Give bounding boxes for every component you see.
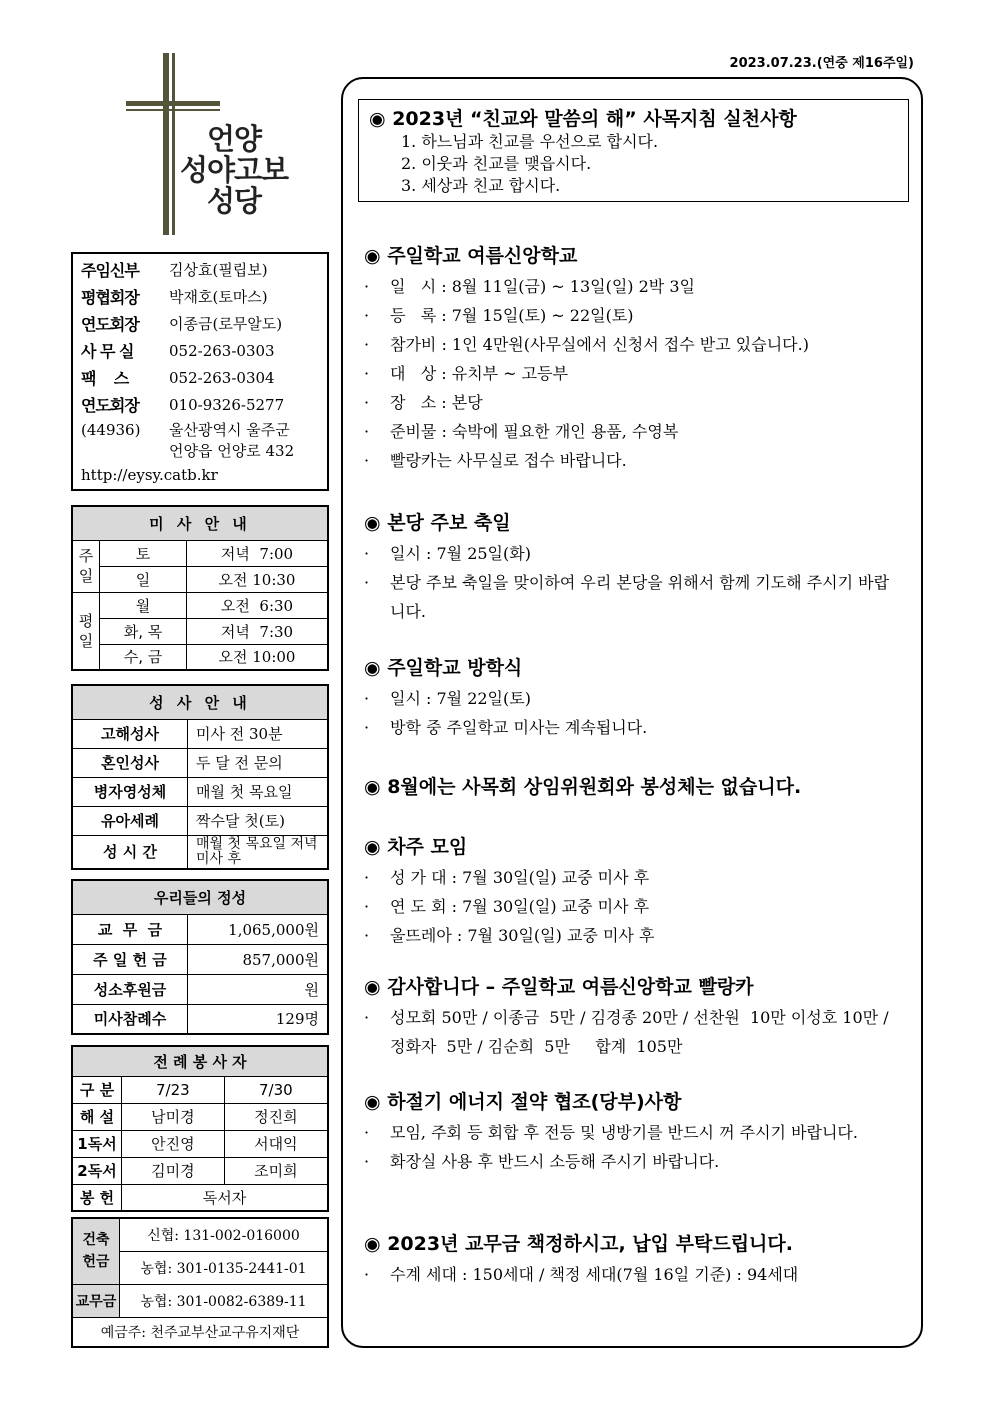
mass-day: 화, 목 <box>100 618 187 644</box>
server-role: 해 설 <box>72 1103 122 1130</box>
address <box>81 420 319 462</box>
parish-info-box <box>71 252 329 491</box>
offering-value: 원 <box>188 974 329 1004</box>
offering-name: 주 일 헌 금 <box>72 944 188 974</box>
sacrament-table <box>71 684 329 870</box>
cross-logo-icon-inner <box>172 53 175 235</box>
mass-day: 월 <box>100 592 187 618</box>
notice-vacation <box>364 653 904 742</box>
notice-title: ◉ 차주 모임 <box>364 836 468 858</box>
notice-item: · 일시 : 7월 25일(화) <box>364 544 531 563</box>
table-title: 우리들의 정성 <box>72 880 328 914</box>
server-name: 독서자 <box>122 1184 329 1211</box>
notice-item: · 등 록 : 7월 15일(토) ~ 22일(토) <box>364 306 634 325</box>
offering-value: 129명 <box>188 1004 329 1034</box>
notice-item: · 대 상 : 유치부 ~ 고등부 <box>364 364 569 383</box>
account-number: 농협: 301-0082-6389-11 <box>120 1284 329 1317</box>
server-name: 안진영 <box>122 1130 225 1157</box>
offering-name: 미사참례수 <box>72 1004 188 1034</box>
account-number: 신협: 131-002-016000 <box>120 1218 329 1251</box>
notice-title: ◉ 주일학교 방학식 <box>364 657 523 679</box>
notice-august <box>364 772 904 803</box>
sacrament-value: 매월 첫 목요일 저녁미사 후 <box>188 835 329 869</box>
address-line: 울산광역시 울주군 <box>169 421 290 439</box>
weekday-label: 평 일 <box>72 592 100 670</box>
notice-energy-saving <box>364 1087 904 1176</box>
notice-item: · 준비물 : 숙박에 필요한 개인 용품, 수영복 <box>364 422 679 441</box>
servers-header: 구 분 <box>72 1076 122 1103</box>
sacrament-name: 성 시 간 <box>72 835 188 869</box>
liturgy-servers-table <box>71 1045 329 1212</box>
address-line: 언양읍 언양로 432 <box>169 442 295 460</box>
sacrament-value: 미사 전 30분 <box>188 719 329 748</box>
motto-title: ◉ 2023년 “친교와 말씀의 해” 사목지침 실천사항 <box>369 108 797 130</box>
sacrament-name: 유아세례 <box>72 806 188 835</box>
motto-line: 1. 하느님과 친교를 우선으로 합시다. <box>401 132 659 151</box>
motto-line: 3. 세상과 친교 합시다. <box>401 176 561 195</box>
website-link[interactable]: http://eysy.catb.kr <box>81 466 218 484</box>
server-role: 1독서 <box>72 1130 122 1157</box>
notice-item: · 빨랑카는 사무실로 접수 바랍니다. <box>364 451 627 470</box>
mass-time: 오전 6:30 <box>187 592 329 618</box>
server-role: 봉 헌 <box>72 1184 122 1211</box>
offering-table <box>71 879 329 1035</box>
notice-item: · 연 도 회 : 7월 30일(일) 교중 미사 후 <box>364 897 650 916</box>
logo-line: 언양 <box>207 122 262 156</box>
notice-title: ◉ 감사합니다 – 주일학교 여름신앙학교 빨랑카 <box>364 976 754 998</box>
table-title: 전 례 봉 사 자 <box>72 1046 328 1076</box>
mass-day: 수, 금 <box>100 644 187 670</box>
notice-title: ◉ 8월에는 사목회 상임위원회와 봉성체는 없습니다. <box>364 776 802 798</box>
mass-time: 저녁 7:30 <box>187 618 329 644</box>
logo-line: 성당 <box>207 184 262 218</box>
motto-line: 2. 이웃과 친교를 맺읍시다. <box>401 154 592 173</box>
info-row: 연도회장 010-9326-5277 <box>81 395 285 415</box>
notice-item: · 장 소 : 본당 <box>364 393 483 412</box>
sacrament-value: 매월 첫 목요일 <box>188 777 329 806</box>
table-title: 미 사 안 내 <box>72 506 328 540</box>
notice-item: · 참가비 : 1인 4만원(사무실에서 신청서 접수 받고 있습니다.) <box>364 335 809 354</box>
tithe-label: 교무금 <box>72 1284 120 1317</box>
notice-item: · 방학 중 주일학교 미사는 계속됩니다. <box>364 718 648 737</box>
server-name: 김미경 <box>122 1157 225 1184</box>
offering-name: 성소후원금 <box>72 974 188 1004</box>
server-name: 남미경 <box>122 1103 225 1130</box>
notice-item: · 모임, 주회 등 회합 후 전등 및 냉방기를 반드시 꺼 주시기 바랍니다. <box>364 1123 858 1142</box>
mass-schedule-table <box>71 505 329 671</box>
sacrament-name: 고해성사 <box>72 719 188 748</box>
notice-item: · 울뜨레아 : 7월 30일(일) 교중 미사 후 <box>364 926 655 945</box>
sacrament-value: 짝수달 첫(토) <box>188 806 329 835</box>
info-row: 팩 스 052-263-0304 <box>81 368 275 388</box>
notice-patron-feast <box>364 508 904 626</box>
pastoral-motto-box <box>358 99 909 202</box>
cross-logo-icon <box>163 53 169 235</box>
mass-day: 일 <box>100 566 187 592</box>
cross-logo-bar-inner <box>126 109 220 111</box>
notice-title: ◉ 2023년 교무금 책정하시고, 납입 부탁드립니다. <box>364 1233 793 1255</box>
sacrament-name: 혼인성사 <box>72 748 188 777</box>
offering-value: 857,000원 <box>188 944 329 974</box>
notice-next-meetings <box>364 832 904 950</box>
notice-title: ◉ 주일학교 여름신앙학교 <box>364 245 578 267</box>
notice-item: · 성 가 대 : 7월 30일(일) 교중 미사 후 <box>364 868 650 887</box>
server-role: 2독서 <box>72 1157 122 1184</box>
mass-time: 오전 10:00 <box>187 644 329 670</box>
servers-header: 7/23 <box>122 1076 225 1103</box>
info-row: 주임신부 김상효(필립보) <box>81 261 268 280</box>
offering-value: 1,065,000원 <box>188 914 329 944</box>
servers-header: 7/30 <box>224 1076 328 1103</box>
bulletin-date: 2023.07.23.(연중 제16주일) <box>729 56 914 71</box>
server-name: 정진희 <box>224 1103 328 1130</box>
cross-logo-bar <box>126 101 220 106</box>
server-name: 서대익 <box>224 1130 328 1157</box>
account-number: 농협: 301-0135-2441-01 <box>120 1251 329 1284</box>
notice-item: · 성모회 50만 / 이종금 5만 / 김경종 20만 / 선찬원 10만 이성호 10만 / 정화자 5만 / 김순희 5만 합계 105만 <box>364 1008 894 1056</box>
sacrament-value: 두 달 전 문의 <box>188 748 329 777</box>
logo-line: 성야고보 <box>180 153 289 187</box>
mass-time: 저녁 7:00 <box>187 540 329 566</box>
building-fund-label: 건축 헌금 <box>72 1218 120 1284</box>
notice-tithe <box>364 1229 904 1289</box>
notice-item: · 일시 : 7월 22일(토) <box>364 689 531 708</box>
account-holder: 예금주: 천주교부산교구유지재단 <box>72 1317 328 1347</box>
parish-logo-text <box>180 124 288 217</box>
info-row: 사 무 실 052-263-0303 <box>81 341 275 361</box>
sunday-label: 주 일 <box>72 540 100 592</box>
notice-item: · 일 시 : 8월 11일(금) ~ 13일(일) 2박 3일 <box>364 277 695 296</box>
bank-accounts-table <box>71 1217 329 1348</box>
notice-item: · 화장실 사용 후 반드시 소등해 주시기 바랍니다. <box>364 1152 720 1171</box>
info-row: 평협회장 박재호(토마스) <box>81 288 268 307</box>
table-title: 성 사 안 내 <box>72 685 328 719</box>
notice-thanks <box>364 972 904 1061</box>
notice-title: ◉ 본당 주보 축일 <box>364 512 511 534</box>
mass-day: 토 <box>100 540 187 566</box>
notice-title: ◉ 하절기 에너지 절약 협조(당부)사항 <box>364 1091 682 1113</box>
server-name: 조미희 <box>224 1157 328 1184</box>
notice-item: · 본당 주보 축일을 맞이하여 우리 본당을 위해서 함께 기도해 주시기 바랍니다. <box>364 573 890 621</box>
offering-name: 교 무 금 <box>72 914 188 944</box>
zip-code: (44936) <box>81 421 141 439</box>
sacrament-name: 병자영성체 <box>72 777 188 806</box>
info-row: 연도회장 이종금(로무알도) <box>81 315 283 334</box>
notice-summer-school <box>364 241 904 475</box>
notice-item: · 수계 세대 : 150세대 / 책정 세대(7월 16일 기준) : 94세대 <box>364 1265 799 1284</box>
mass-time: 오전 10:30 <box>187 566 329 592</box>
